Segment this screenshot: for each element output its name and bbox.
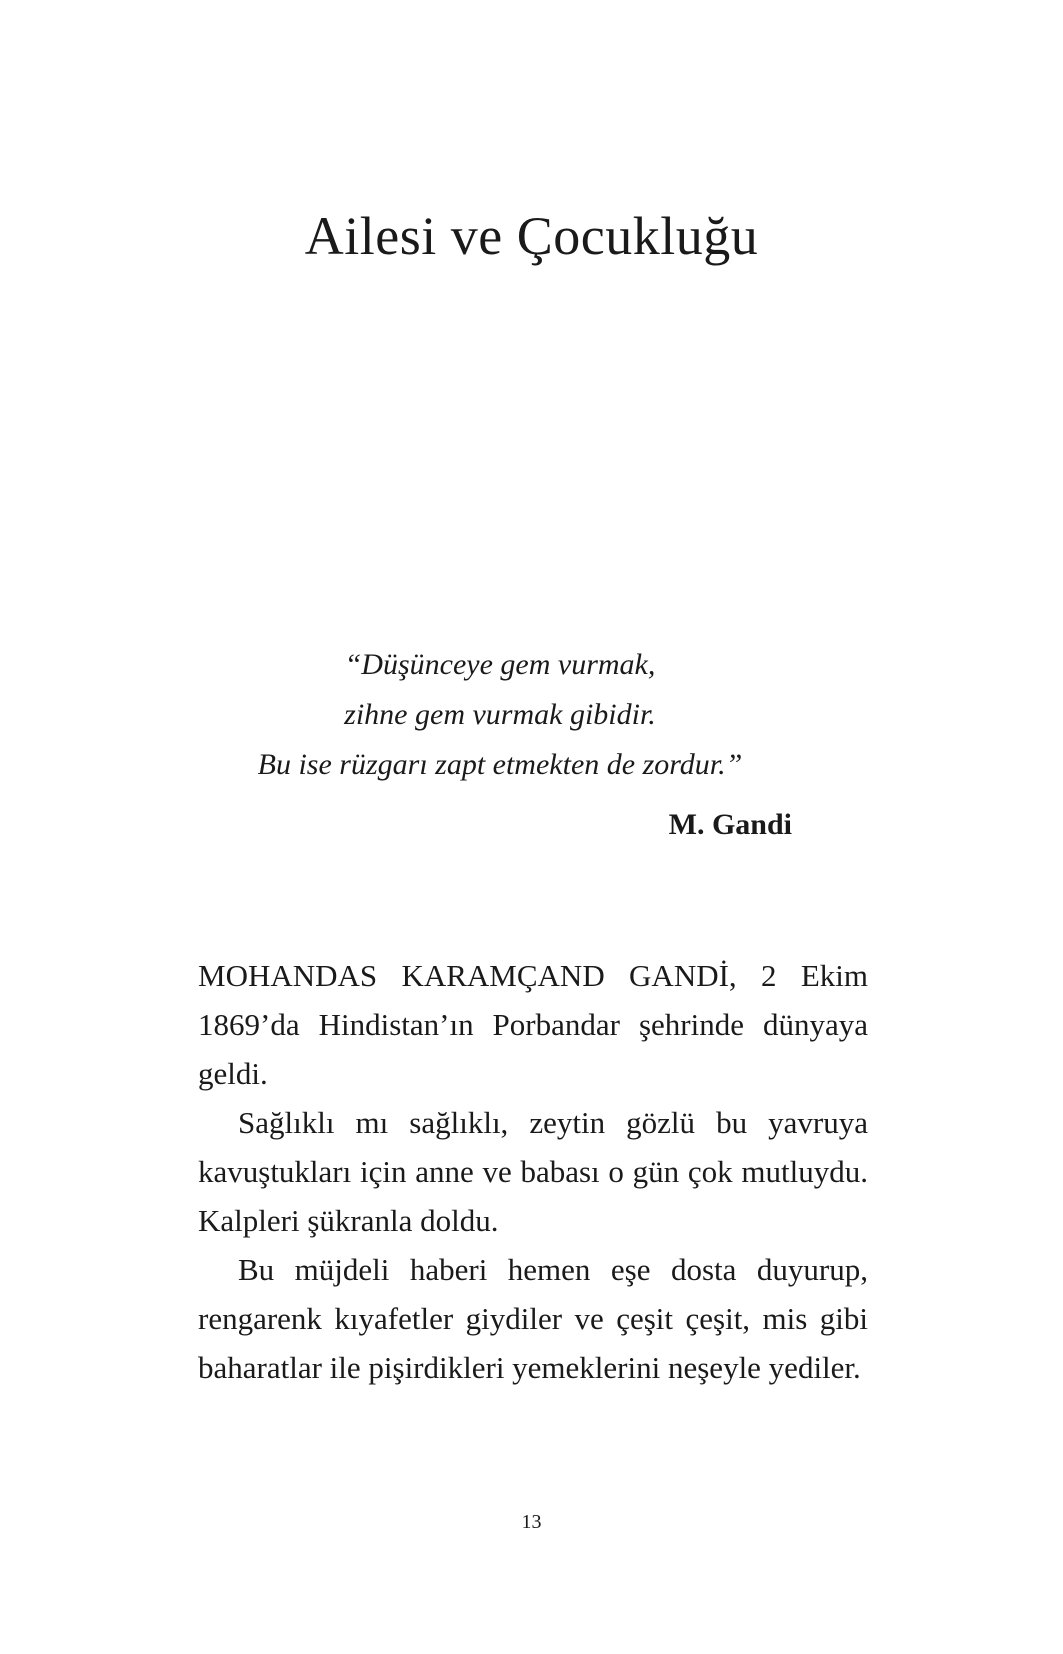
- paragraph: Sağlıklı mı sağlıklı, zeytin gözlü bu yavruya kavuştukları için anne ve babası o gün çok mutluydu. Kalpleri şükranla doldu.: [198, 1105, 868, 1238]
- paragraph: Bu müjdeli haberi hemen eşe dosta duyurup, rengarenk kıyafetler giydiler ve çeşit çeşit, mis gibi baharatlar ile pişirdikleri yemeklerini neşeyle yediler.: [198, 1252, 868, 1385]
- epigraph-attribution: M. Gandi: [668, 808, 792, 841]
- epigraph-line: zihne gem vurmak gibidir.: [344, 698, 656, 731]
- page-number: 13: [521, 1511, 542, 1533]
- epigraph-quote: [200, 640, 800, 790]
- epigraph-line: Bu ise rüzgarı zapt etmekten de zordur.”: [257, 748, 743, 781]
- paragraph: MOHANDAS KARAMÇAND GANDİ, 2 Ekim 1869’da Hindistan’ın Porbandar şehrinde dünyaya geldi.: [198, 958, 868, 1091]
- epigraph-line: “Düşünceye gem vurmak,: [344, 648, 656, 681]
- body-text: [198, 951, 868, 1392]
- chapter-title: Ailesi ve Çocukluğu: [304, 206, 759, 266]
